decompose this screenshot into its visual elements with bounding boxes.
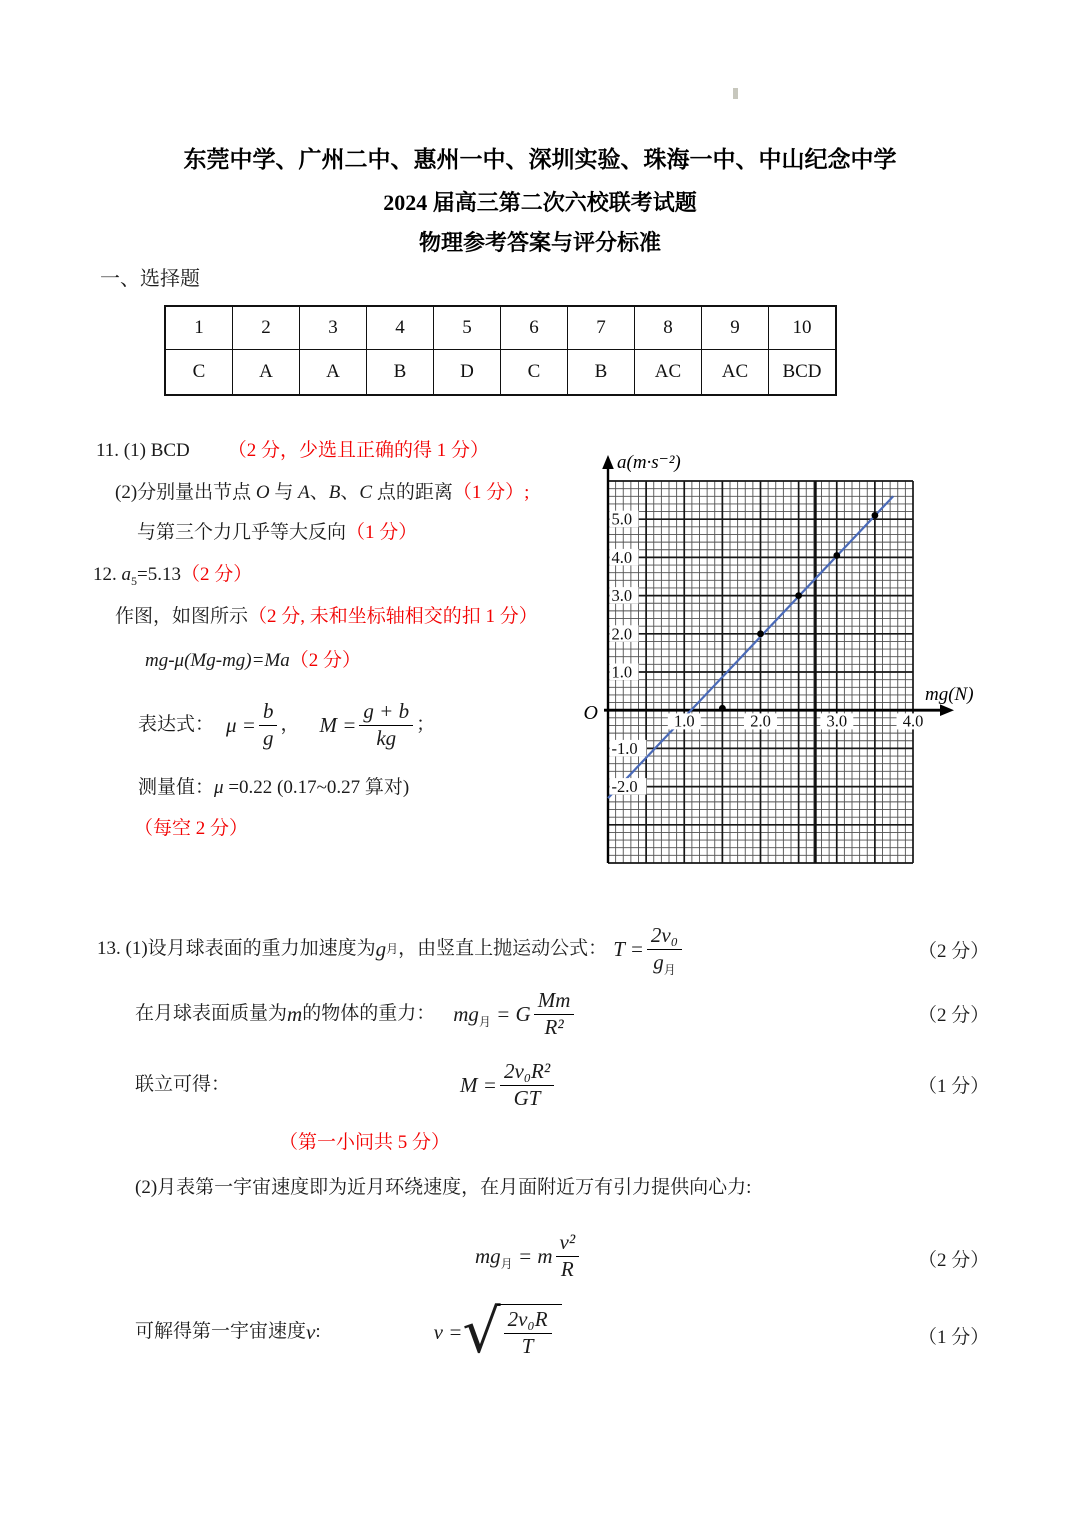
q13-f1-score: （2 分） xyxy=(918,941,990,962)
mu-numerator: b xyxy=(259,699,278,726)
answer-cell: C xyxy=(501,350,568,396)
question-number-cell: 10 xyxy=(769,306,837,350)
q12-draw-score: （2 分, 未和坐标轴相交的扣 1 分） xyxy=(248,606,538,627)
q13-line1-text: 13. (1)设月球表面的重力加速度为 xyxy=(97,937,376,959)
scan-artifact xyxy=(733,88,738,99)
q12-equation-score: （2 分） xyxy=(289,650,362,671)
centripetal-fraction xyxy=(556,1230,580,1282)
svg-text:O: O xyxy=(583,702,598,725)
q13-line5 xyxy=(135,1289,562,1375)
q13-f3-score: （1 分） xyxy=(918,1076,990,1097)
var-mg2-sub: 月 xyxy=(500,1256,513,1271)
var-C: C xyxy=(359,482,373,503)
q13-line5-text: 可解得第一宇宙速度 xyxy=(135,1320,307,1342)
mg-moon-centripetal-lhs xyxy=(475,1244,553,1269)
question-number-cell: 2 xyxy=(233,306,300,350)
page-title-subject: 物理参考答案与评分标准 xyxy=(418,230,661,255)
q11-line2-text: (2)分别量出节点 xyxy=(115,482,256,503)
mu-equals: μ = xyxy=(226,712,256,737)
svg-text:mg(N): mg(N) xyxy=(925,684,974,706)
M-result-numerator: 2v₀R² xyxy=(500,1059,554,1086)
M-numerator: g + b xyxy=(359,699,413,726)
answer-table-answer-row xyxy=(165,350,836,396)
q11-answer-text: 11. (1) BCD xyxy=(96,440,190,461)
svg-text:2.0: 2.0 xyxy=(611,624,633,644)
question-number-cell: 7 xyxy=(568,306,635,350)
v-denominator: T xyxy=(521,1334,534,1358)
question-number-cell: 6 xyxy=(501,306,568,350)
var-m: m xyxy=(287,1001,303,1026)
var-mg2: mg xyxy=(475,1243,501,1268)
mu-fraction xyxy=(259,699,278,751)
q13-line2-text2: 的物体的重力： xyxy=(302,1002,436,1024)
semicolon: ； xyxy=(416,713,436,735)
centripetal-denominator: R xyxy=(560,1256,574,1281)
q11-line2-text2: 与 xyxy=(269,482,299,503)
q12-draw-line xyxy=(115,606,538,628)
answer-cell: A xyxy=(233,350,300,396)
var-g-moon: g xyxy=(375,936,387,961)
mu-denominator: g xyxy=(262,725,274,750)
q11-line3 xyxy=(137,522,417,544)
var-mg-sub: 月 xyxy=(478,1014,491,1029)
T-equals: T = xyxy=(613,936,644,961)
svg-text:4.0: 4.0 xyxy=(902,711,924,731)
q11-line2-text3: 点的距离 xyxy=(372,482,453,503)
M-equals: M = xyxy=(319,712,357,737)
answer-cell: BCD xyxy=(769,350,837,396)
q12-heading-score: （2 分） xyxy=(180,564,253,585)
answer-table-number-row xyxy=(165,306,836,350)
q12-draw-text: 作图，如图所示 xyxy=(115,606,249,627)
svg-text:4.0: 4.0 xyxy=(611,547,633,567)
q12-a5-value: =5.13 xyxy=(137,564,181,585)
answer-cell: B xyxy=(568,350,635,396)
q12-number: 12. xyxy=(93,564,122,585)
q11-line1 xyxy=(96,440,489,462)
q12-measure-value: =0.22 (0.17~0.27 算对) xyxy=(223,777,410,798)
q11-line2-score: （1 分）; xyxy=(452,482,530,503)
q13-f5-score: （1 分） xyxy=(918,1327,990,1348)
q12-equation-line xyxy=(145,650,361,672)
q13-line3 xyxy=(135,1043,557,1127)
equals-G: = G xyxy=(490,1001,531,1026)
gravity-numerator: Mm xyxy=(534,988,575,1015)
q13-line4 xyxy=(475,1214,582,1298)
section-heading-choice: 一、选择题 xyxy=(100,268,200,290)
answer-cell: A xyxy=(300,350,367,396)
var-B: B xyxy=(328,482,341,503)
svg-text:a(m·s⁻²): a(m·s⁻²) xyxy=(617,452,681,473)
page-title-schools: 东莞中学、广州二中、惠州一中、深圳实验、珠海一中、中山纪念中学 xyxy=(183,147,897,172)
equals-m: = m xyxy=(512,1243,553,1268)
centripetal-numerator: v² xyxy=(556,1230,580,1257)
q12-measure-label: 测量值： xyxy=(138,777,215,798)
answer-cell: AC xyxy=(702,350,769,396)
question-number-cell: 9 xyxy=(702,306,769,350)
gravity-fraction xyxy=(534,988,575,1040)
q11-line3-score: （1 分） xyxy=(346,522,418,543)
M-denominator: kg xyxy=(376,725,397,750)
q11-line2 xyxy=(115,482,529,504)
q13-part1-total: （第一小问共 5 分） xyxy=(279,1132,451,1153)
svg-text:1.0: 1.0 xyxy=(673,711,695,731)
q12-expression-label: 表达式： xyxy=(138,713,215,735)
answer-cell: B xyxy=(367,350,434,396)
radicand xyxy=(497,1304,562,1359)
radical-sign: √ xyxy=(462,1296,501,1367)
q11-line3-text: 与第三个力几乎等大反向 xyxy=(137,522,347,543)
var-O: O xyxy=(255,482,270,503)
answer-cell: C xyxy=(165,350,233,396)
svg-text:3.0: 3.0 xyxy=(826,711,848,731)
svg-text:-1.0: -1.0 xyxy=(611,738,638,758)
question-number-cell: 4 xyxy=(367,306,434,350)
svg-text:2.0: 2.0 xyxy=(750,711,771,731)
a-vs-mg-graph xyxy=(570,443,980,888)
square-root xyxy=(462,1296,561,1367)
svg-text:5.0: 5.0 xyxy=(611,509,633,529)
mg-moon-lhs xyxy=(453,1002,531,1027)
var-mg: mg xyxy=(453,1001,479,1026)
M-fraction xyxy=(359,699,413,751)
var-a5-sub: 5 xyxy=(131,573,137,588)
q12-equation: mg-μ(Mg-mg)=Ma xyxy=(145,650,290,671)
answer-table xyxy=(164,305,837,396)
q13-f2-score: （2 分） xyxy=(918,1005,990,1026)
v-numerator: 2v₀R xyxy=(504,1307,552,1334)
question-number-cell: 1 xyxy=(165,306,233,350)
answer-cell: AC xyxy=(635,350,702,396)
var-v: v xyxy=(306,1319,316,1344)
q12-expression-row xyxy=(138,696,435,754)
svg-text:-2.0: -2.0 xyxy=(611,777,638,797)
T-denominator xyxy=(649,950,680,976)
question-number-cell: 5 xyxy=(434,306,501,350)
gravity-denominator: R² xyxy=(544,1014,564,1039)
M-result-denominator: GT xyxy=(513,1085,541,1110)
M-result-fraction xyxy=(500,1059,554,1111)
q13-line1-text2: ，由竖直上抛运动公式： xyxy=(398,937,608,959)
q13-part2-line: (2)月表第一宇宙速度即为近月环绕速度，在月面附近万有引力提供向心力: xyxy=(135,1177,752,1198)
page-title-exam: 2024 届高三第二次六校联考试题 xyxy=(383,190,697,215)
v-equals: v = xyxy=(433,1319,463,1344)
T-fraction xyxy=(647,923,682,975)
var-mu: μ xyxy=(214,777,224,798)
var-g-sub: 月 xyxy=(663,962,676,977)
T-numerator: 2v₀ xyxy=(647,923,682,950)
q12-measure-line xyxy=(138,777,409,799)
q12-heading xyxy=(93,564,252,586)
question-number-cell: 8 xyxy=(635,306,702,350)
question-number-cell: 3 xyxy=(300,306,367,350)
var-g: g xyxy=(653,949,664,974)
q13-line2-text: 在月球表面质量为 xyxy=(135,1002,288,1024)
q13-line1: 13. (1)设月球表面的重力加速度为 g 月 ，由竖直上抛运动公式： T = $\frac{\text{2v₀}}{g_月}$ xyxy=(97,907,685,991)
svg-text:1.0: 1.0 xyxy=(611,662,633,682)
separator: 、 xyxy=(340,482,360,503)
q11-line1-score: （2 分，少选且正确的得 1 分） xyxy=(227,440,490,461)
comma: ， xyxy=(280,713,300,735)
svg-text:3.0: 3.0 xyxy=(611,586,633,606)
q12-blank-score: （每空 2 分） xyxy=(134,818,249,839)
q13-line3-label: 联立可得： xyxy=(135,1073,231,1095)
q13-f4-score: （2 分） xyxy=(918,1250,990,1271)
M-result-equals: M = xyxy=(460,1072,497,1097)
answer-cell: D xyxy=(434,350,501,396)
var-A: A xyxy=(298,482,310,503)
v-fraction xyxy=(504,1307,552,1359)
var-a5: a xyxy=(121,564,131,585)
separator: 、 xyxy=(309,482,329,503)
colon: : xyxy=(315,1320,321,1342)
